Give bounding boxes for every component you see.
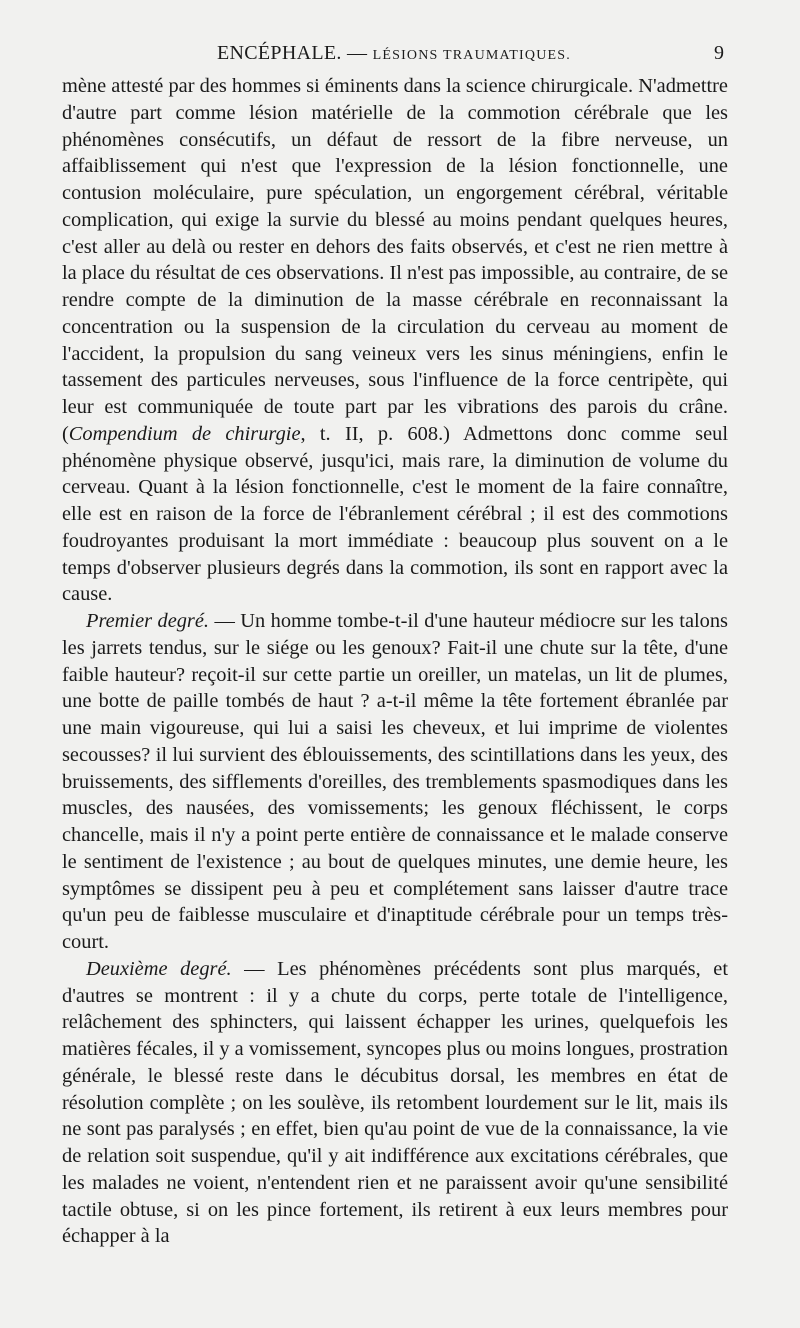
running-title [62,42,726,65]
section-heading-deuxieme-degre: Deuxième degré. [86,957,232,980]
header-main-title: ENCÉPHALE. [217,42,342,64]
paragraph-3-text: — Les phénomènes précédents sont plus marqués, et d'autres se montrent : il y a chute du corps, perte totale de l'intelligence, relâchement des sphincters, qui laissent échapper les urines, quelquefois les matières fécales, il y a vomissement, syncopes plus ou moins longues, prostration générale, le blessé reste dans le décubitus dorsal, les membres en état de résolution complète ; on les soulève, ils retombent lourdement sur le lit, mais ils ne sont pas paralysés ; en effet, bien qu'au point de vue de la connaissance, la vie de relation soit suspendue, qu'il y ait indifférence aux excitations cérébrales, que les malades ne voient, n'entendent rien et ne paraissent avoir qu'une sensibilité tactile obtuse, si on les pince fortement, ils retirent à eux leurs membres pour échapper à la [62,957,728,1248]
body-text [62,73,728,1250]
running-header [62,42,726,70]
citation-title: Compendium de chirurgie [68,422,301,445]
section-heading-premier-degre: Premier degré. [86,610,210,632]
paragraph-1-text: mène attesté par des hommes si éminents dans la science chirurgicale. N'admettre d'autre part comme lésion matérielle de la commotion cérébrale que les phénomènes consécutifs, un défaut de ressort de la fibre nerveuse, un affaiblissement qui n'est que l'expression de la lésion fonctionnelle, une contusion moléculaire, pure spéculation, un engorgement cérébral, véritable complication, qui exige la survie du blessé au moins pendant quelques heures, c'est aller au delà ou rester en dehors des faits observés, et c'est ne rien mettre à la place du résultat de ces observations. Il n'est pas impossible, au contraire, de se rendre compte de la diminution de la masse cérébrale en reconnaissant la concentration ou la suspension de la circulation du cerveau au moment de l'accident, la propulsion du sang veineux vers les sinus méningiens, enfin le tassement des particules nerveuses, sous l'influence de la force centripète, qui leur est communiquée de toute part par les vibrations des parois du crâne. ( [62,75,728,445]
header-subtitle: LÉSIONS TRAUMATIQUES. [372,48,571,63]
paragraph-2-text: — Un homme tombe-t-il d'une hauteur médiocre sur les talons les jarrets tendus, sur le siége ou les genoux? Fait-il une chute sur la tête, d'une faible hauteur? reçoit-il sur cette partie un oreiller, un matelas, un lit de plumes, une botte de paille tombés de haut ? a-t-il même la tête fortement ébranlée par une main vigoureuse, qui lui a saisi les cheveux, et lui imprime de violentes secousses? il lui survient des éblouissements, des scintillations dans les yeux, des bruissements, des sifflements d'oreilles, des tremblements spasmodiques dans les muscles, des nausées, des vomissements; les genoux fléchissent, le corps chancelle, mais il n'y a point perte entière de connaissance et le malade conserve le sentiment de l'existence ; au bout de quelques minutes, une demie heure, les symptômes se dissipent peu à peu et complétement sans laisser d'autre trace qu'un peu de faiblesse musculaire et d'inaptitude cérébrale pour un temps très-court. [62,610,728,953]
paragraph-1 [62,73,728,608]
page-number: 9 [714,42,724,64]
paragraph-deuxieme-degre [62,956,728,1250]
paragraph-premier-degre [62,608,728,956]
paragraph-1-text-continued: , t. II, p. 608.) Admettons donc comme seul phénomène physique observé, jusqu'ici, mais rare, la diminution de volume du cerveau. Quant à la lésion fonctionnelle, c'est le moment de la faire connaître, elle est en raison de la force de l'ébranlement cérébral ; il est des commotions foudroyantes produisant la mort immédiate : beaucoup plus souvent on a le temps d'observer plusieurs degrés dans la commotion, ils sont en rapport avec la cause. [62,422,728,606]
header-dash: — [341,42,373,64]
